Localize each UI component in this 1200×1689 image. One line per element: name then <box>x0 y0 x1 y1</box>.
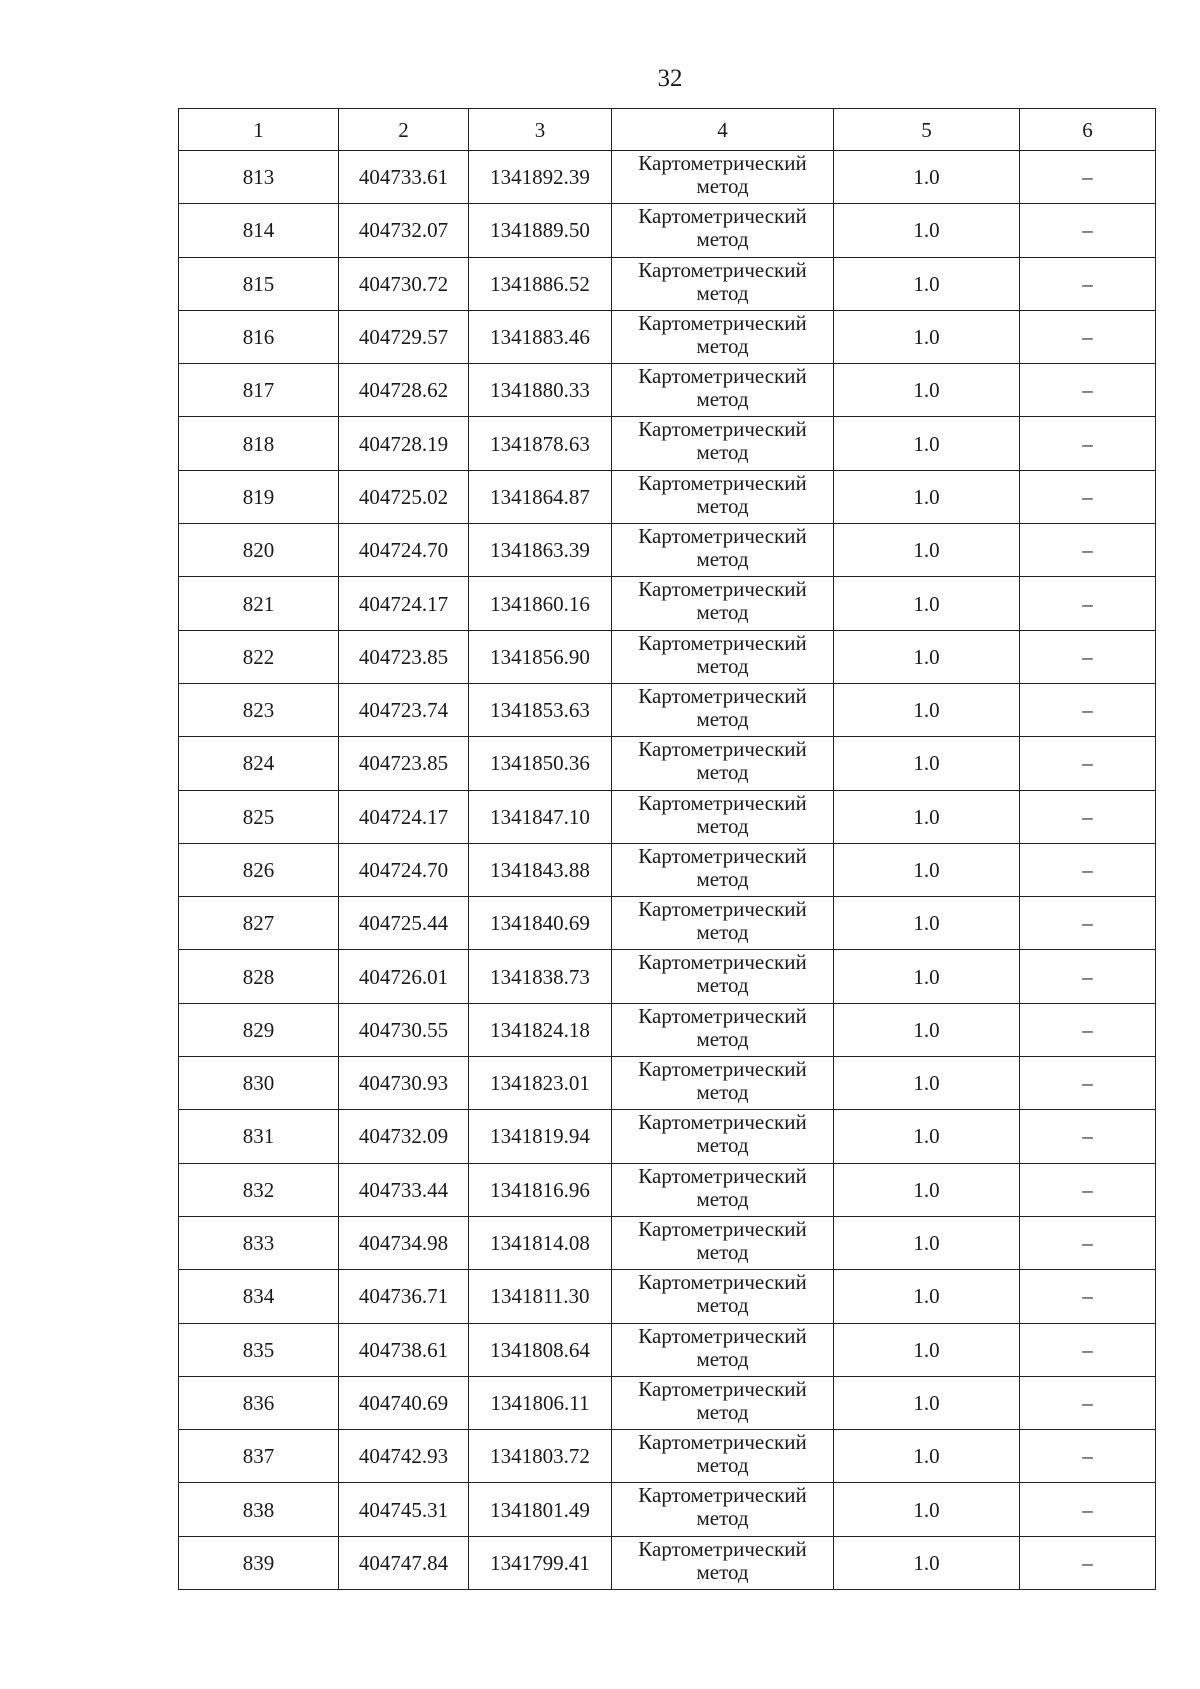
cell-point-number: 832 <box>179 1163 339 1216</box>
cell-method: Картометрический метод <box>612 417 834 470</box>
cell-note: – <box>1020 204 1156 257</box>
cell-coordinate-y: 1341819.94 <box>469 1110 612 1163</box>
cell-point-number: 833 <box>179 1216 339 1269</box>
cell-note: – <box>1020 1483 1156 1536</box>
cell-coordinate-y: 1341801.49 <box>469 1483 612 1536</box>
cell-method: Картометрический метод <box>612 1430 834 1483</box>
cell-note: – <box>1020 1270 1156 1323</box>
cell-accuracy: 1.0 <box>834 417 1020 470</box>
cell-method: Картометрический метод <box>612 364 834 417</box>
cell-method: Картометрический метод <box>612 310 834 363</box>
cell-coordinate-x: 404730.72 <box>339 257 469 310</box>
cell-coordinate-y: 1341853.63 <box>469 683 612 736</box>
cell-note: – <box>1020 470 1156 523</box>
cell-coordinate-x: 404723.74 <box>339 683 469 736</box>
cell-accuracy: 1.0 <box>834 1376 1020 1429</box>
table-row <box>179 1376 1156 1429</box>
cell-note: – <box>1020 843 1156 896</box>
cell-coordinate-y: 1341808.64 <box>469 1323 612 1376</box>
cell-coordinate-y: 1341823.01 <box>469 1057 612 1110</box>
cell-coordinate-x: 404724.17 <box>339 577 469 630</box>
table-header <box>179 109 1156 151</box>
cell-coordinate-x: 404724.70 <box>339 843 469 896</box>
cell-note: – <box>1020 1057 1156 1110</box>
cell-accuracy: 1.0 <box>834 843 1020 896</box>
cell-accuracy: 1.0 <box>834 1323 1020 1376</box>
table-row <box>179 470 1156 523</box>
cell-coordinate-y: 1341806.11 <box>469 1376 612 1429</box>
cell-coordinate-x: 404730.93 <box>339 1057 469 1110</box>
header-col-4: 4 <box>612 109 834 151</box>
cell-coordinate-y: 1341878.63 <box>469 417 612 470</box>
table-row <box>179 737 1156 790</box>
table-row <box>179 524 1156 577</box>
cell-accuracy: 1.0 <box>834 151 1020 204</box>
cell-note: – <box>1020 417 1156 470</box>
cell-point-number: 828 <box>179 950 339 1003</box>
header-col-3: 3 <box>469 109 612 151</box>
cell-coordinate-y: 1341816.96 <box>469 1163 612 1216</box>
cell-method: Картометрический метод <box>612 1270 834 1323</box>
cell-note: – <box>1020 1163 1156 1216</box>
cell-accuracy: 1.0 <box>834 1003 1020 1056</box>
cell-method: Картометрический метод <box>612 577 834 630</box>
cell-note: – <box>1020 310 1156 363</box>
cell-coordinate-x: 404747.84 <box>339 1536 469 1589</box>
cell-coordinate-y: 1341840.69 <box>469 897 612 950</box>
cell-coordinate-x: 404740.69 <box>339 1376 469 1429</box>
table-row <box>179 1216 1156 1269</box>
cell-note: – <box>1020 1430 1156 1483</box>
cell-method: Картометрический метод <box>612 630 834 683</box>
cell-note: – <box>1020 630 1156 683</box>
coordinates-table <box>178 108 1156 1590</box>
table-row <box>179 1057 1156 1110</box>
table-row <box>179 257 1156 310</box>
cell-method: Картометрический метод <box>612 1536 834 1589</box>
cell-point-number: 817 <box>179 364 339 417</box>
cell-coordinate-y: 1341889.50 <box>469 204 612 257</box>
cell-accuracy: 1.0 <box>834 1057 1020 1110</box>
cell-point-number: 837 <box>179 1430 339 1483</box>
cell-coordinate-y: 1341892.39 <box>469 151 612 204</box>
cell-accuracy: 1.0 <box>834 1110 1020 1163</box>
cell-accuracy: 1.0 <box>834 1483 1020 1536</box>
cell-accuracy: 1.0 <box>834 204 1020 257</box>
cell-accuracy: 1.0 <box>834 1270 1020 1323</box>
cell-note: – <box>1020 683 1156 736</box>
cell-coordinate-y: 1341860.16 <box>469 577 612 630</box>
cell-note: – <box>1020 790 1156 843</box>
cell-coordinate-x: 404723.85 <box>339 737 469 790</box>
cell-coordinate-x: 404733.61 <box>339 151 469 204</box>
cell-method: Картометрический метод <box>612 1216 834 1269</box>
cell-coordinate-y: 1341811.30 <box>469 1270 612 1323</box>
cell-method: Картометрический метод <box>612 204 834 257</box>
cell-point-number: 834 <box>179 1270 339 1323</box>
cell-accuracy: 1.0 <box>834 737 1020 790</box>
table-row <box>179 1430 1156 1483</box>
cell-point-number: 821 <box>179 577 339 630</box>
cell-coordinate-y: 1341864.87 <box>469 470 612 523</box>
cell-method: Картометрический метод <box>612 683 834 736</box>
cell-coordinate-x: 404728.19 <box>339 417 469 470</box>
cell-note: – <box>1020 950 1156 1003</box>
cell-accuracy: 1.0 <box>834 470 1020 523</box>
cell-coordinate-y: 1341843.88 <box>469 843 612 896</box>
cell-method: Картометрический метод <box>612 470 834 523</box>
cell-point-number: 825 <box>179 790 339 843</box>
cell-coordinate-y: 1341803.72 <box>469 1430 612 1483</box>
cell-coordinate-y: 1341856.90 <box>469 630 612 683</box>
cell-method: Картометрический метод <box>612 1376 834 1429</box>
cell-coordinate-y: 1341886.52 <box>469 257 612 310</box>
cell-note: – <box>1020 1323 1156 1376</box>
cell-point-number: 836 <box>179 1376 339 1429</box>
cell-method: Картометрический метод <box>612 737 834 790</box>
cell-coordinate-x: 404725.02 <box>339 470 469 523</box>
cell-accuracy: 1.0 <box>834 364 1020 417</box>
table-row <box>179 577 1156 630</box>
cell-coordinate-y: 1341814.08 <box>469 1216 612 1269</box>
cell-method: Картометрический метод <box>612 1163 834 1216</box>
cell-coordinate-y: 1341883.46 <box>469 310 612 363</box>
cell-coordinate-y: 1341863.39 <box>469 524 612 577</box>
cell-point-number: 815 <box>179 257 339 310</box>
table-row <box>179 310 1156 363</box>
cell-coordinate-x: 404732.07 <box>339 204 469 257</box>
cell-accuracy: 1.0 <box>834 950 1020 1003</box>
cell-method: Картометрический метод <box>612 151 834 204</box>
header-col-2: 2 <box>339 109 469 151</box>
table-row <box>179 897 1156 950</box>
cell-accuracy: 1.0 <box>834 630 1020 683</box>
table-row <box>179 1536 1156 1589</box>
cell-note: – <box>1020 1536 1156 1589</box>
header-col-6: 6 <box>1020 109 1156 151</box>
table-row <box>179 1003 1156 1056</box>
cell-accuracy: 1.0 <box>834 524 1020 577</box>
cell-accuracy: 1.0 <box>834 790 1020 843</box>
cell-coordinate-x: 404724.70 <box>339 524 469 577</box>
cell-coordinate-x: 404732.09 <box>339 1110 469 1163</box>
cell-note: – <box>1020 577 1156 630</box>
cell-coordinate-y: 1341850.36 <box>469 737 612 790</box>
cell-coordinate-x: 404728.62 <box>339 364 469 417</box>
cell-note: – <box>1020 737 1156 790</box>
cell-coordinate-y: 1341824.18 <box>469 1003 612 1056</box>
cell-accuracy: 1.0 <box>834 577 1020 630</box>
cell-coordinate-x: 404733.44 <box>339 1163 469 1216</box>
cell-coordinate-y: 1341838.73 <box>469 950 612 1003</box>
cell-note: – <box>1020 1003 1156 1056</box>
cell-accuracy: 1.0 <box>834 310 1020 363</box>
cell-accuracy: 1.0 <box>834 683 1020 736</box>
cell-accuracy: 1.0 <box>834 1536 1020 1589</box>
cell-coordinate-x: 404725.44 <box>339 897 469 950</box>
cell-note: – <box>1020 151 1156 204</box>
table-row <box>179 1270 1156 1323</box>
cell-accuracy: 1.0 <box>834 897 1020 950</box>
cell-method: Картометрический метод <box>612 1110 834 1163</box>
cell-point-number: 816 <box>179 310 339 363</box>
cell-note: – <box>1020 1376 1156 1429</box>
cell-note: – <box>1020 257 1156 310</box>
table-row <box>179 204 1156 257</box>
cell-point-number: 819 <box>179 470 339 523</box>
cell-point-number: 813 <box>179 151 339 204</box>
table-row <box>179 630 1156 683</box>
cell-coordinate-x: 404734.98 <box>339 1216 469 1269</box>
cell-method: Картометрический метод <box>612 897 834 950</box>
cell-note: – <box>1020 897 1156 950</box>
header-col-5: 5 <box>834 109 1020 151</box>
cell-coordinate-y: 1341799.41 <box>469 1536 612 1589</box>
cell-coordinate-x: 404738.61 <box>339 1323 469 1376</box>
cell-point-number: 826 <box>179 843 339 896</box>
table-body <box>179 151 1156 1590</box>
cell-point-number: 839 <box>179 1536 339 1589</box>
header-row <box>179 109 1156 151</box>
table-row <box>179 1323 1156 1376</box>
cell-coordinate-x: 404726.01 <box>339 950 469 1003</box>
table-row <box>179 683 1156 736</box>
cell-method: Картометрический метод <box>612 843 834 896</box>
cell-point-number: 822 <box>179 630 339 683</box>
cell-point-number: 820 <box>179 524 339 577</box>
cell-accuracy: 1.0 <box>834 1163 1020 1216</box>
cell-coordinate-x: 404729.57 <box>339 310 469 363</box>
table-row <box>179 1483 1156 1536</box>
table-row <box>179 843 1156 896</box>
cell-method: Картометрический метод <box>612 790 834 843</box>
cell-method: Картометрический метод <box>612 257 834 310</box>
cell-point-number: 830 <box>179 1057 339 1110</box>
cell-point-number: 829 <box>179 1003 339 1056</box>
cell-point-number: 814 <box>179 204 339 257</box>
cell-point-number: 838 <box>179 1483 339 1536</box>
cell-method: Картометрический метод <box>612 950 834 1003</box>
cell-coordinate-x: 404723.85 <box>339 630 469 683</box>
cell-accuracy: 1.0 <box>834 1430 1020 1483</box>
cell-coordinate-y: 1341847.10 <box>469 790 612 843</box>
cell-point-number: 824 <box>179 737 339 790</box>
cell-coordinate-x: 404730.55 <box>339 1003 469 1056</box>
table-row <box>179 151 1156 204</box>
cell-note: – <box>1020 364 1156 417</box>
cell-coordinate-x: 404736.71 <box>339 1270 469 1323</box>
cell-point-number: 831 <box>179 1110 339 1163</box>
cell-point-number: 823 <box>179 683 339 736</box>
cell-coordinate-y: 1341880.33 <box>469 364 612 417</box>
cell-note: – <box>1020 524 1156 577</box>
table-row <box>179 790 1156 843</box>
cell-point-number: 818 <box>179 417 339 470</box>
table-row <box>179 417 1156 470</box>
cell-accuracy: 1.0 <box>834 257 1020 310</box>
table-row <box>179 364 1156 417</box>
cell-note: – <box>1020 1110 1156 1163</box>
cell-coordinate-x: 404742.93 <box>339 1430 469 1483</box>
cell-point-number: 827 <box>179 897 339 950</box>
cell-method: Картометрический метод <box>612 524 834 577</box>
cell-accuracy: 1.0 <box>834 1216 1020 1269</box>
cell-note: – <box>1020 1216 1156 1269</box>
page-number: 32 <box>657 65 683 92</box>
header-col-1: 1 <box>179 109 339 151</box>
cell-point-number: 835 <box>179 1323 339 1376</box>
table-row <box>179 1110 1156 1163</box>
table-row <box>179 950 1156 1003</box>
cell-coordinate-x: 404724.17 <box>339 790 469 843</box>
cell-method: Картометрический метод <box>612 1323 834 1376</box>
table-row <box>179 1163 1156 1216</box>
cell-coordinate-x: 404745.31 <box>339 1483 469 1536</box>
cell-method: Картометрический метод <box>612 1057 834 1110</box>
cell-method: Картометрический метод <box>612 1003 834 1056</box>
cell-method: Картометрический метод <box>612 1483 834 1536</box>
